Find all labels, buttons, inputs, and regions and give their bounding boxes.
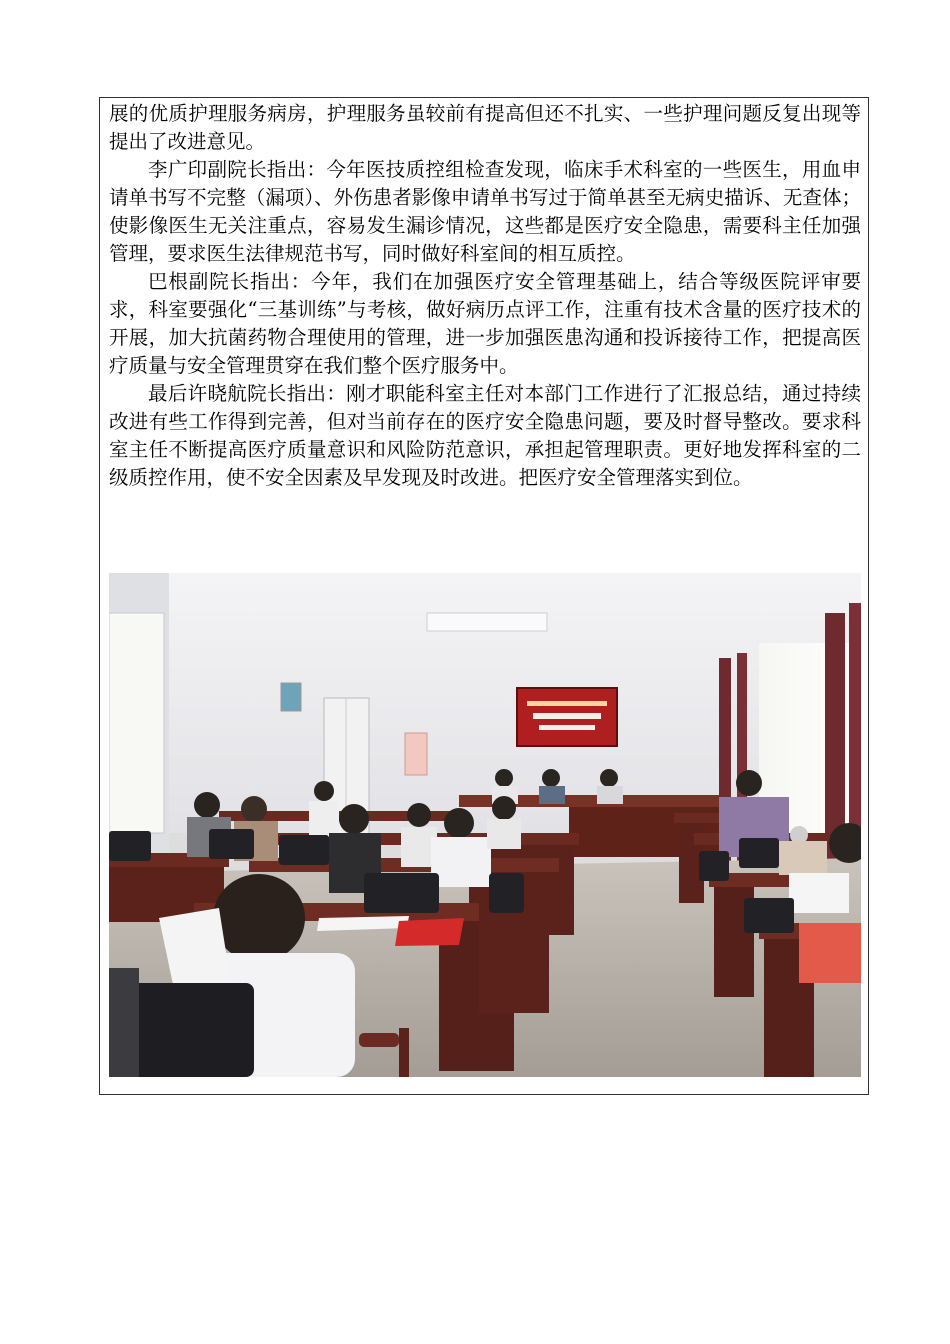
meeting-photo-illustration xyxy=(109,573,861,1077)
paragraph-4: 最后许晓航院长指出：刚才职能科室主任对本部门工作进行了汇报总结，通过持续改进有些工作得到完善，但对当前存在的医疗安全隐患问题，要及时督导整改。要求科室主任不断提高医疗质量意识和风险防范意识，承担起管理职责。更好地发挥科室的二级质控作用，使不安全因素及早发现及时改进。把医疗安全管理落实到位。 xyxy=(109,382,861,489)
document-frame xyxy=(99,97,869,1095)
red-folder xyxy=(395,918,464,946)
paragraph-2: 李广印副院长指出：今年医技质控组检查发现，临床手术科室的一些医生，用血申请单书写不完整（漏项）、外伤患者影像申请单书写过于简单甚至无病史描诉、无查体；使影像医生无关注重点，容易发生漏诊情况，这些都是医疗安全隐患，需要科主任加强管理，要求医生法律规范书写，同时做好科室间的相互质控。 xyxy=(109,158,861,265)
front-chair xyxy=(124,983,254,1077)
paragraph-3: 巴根副院长指出：今年，我们在加强医疗安全管理基础上，结合等级医院评审要求，科室要强化“三基训练”与考核，做好病历点评工作，注重有技术含量的医疗技术的开展，加大抗菌药物合理使用的管理，进一步加强医患沟通和投诉接待工作，把提高医疗质量与安全管理贯穿在我们整个医疗服务中。 xyxy=(109,270,861,377)
document-body xyxy=(109,100,861,492)
paragraph-1: 展的优质护理服务病房，护理服务虽较前有提高但还不扎实、一些护理问题反复出现等提出了改进意见。 xyxy=(109,102,861,153)
meeting-photo xyxy=(109,573,861,1077)
